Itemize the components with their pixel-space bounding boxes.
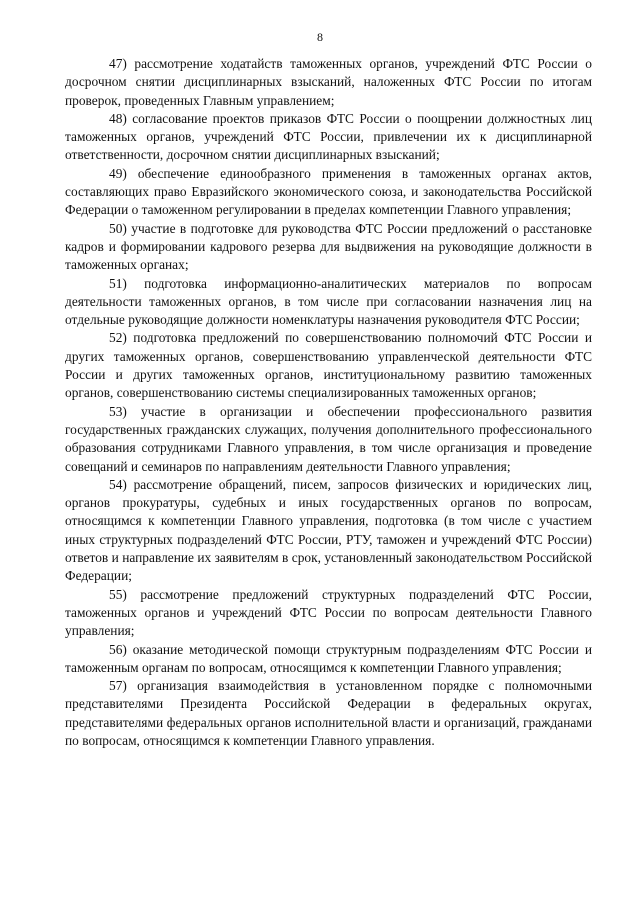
- list-item-53: 53) участие в организации и обеспечении профессионального развития государственных гражданских служащих, получения дополнительного профессионального образования сотрудниками Главного управления, в том числе организация и проведение совещаний и семинаров по направлениям деятельности Главного управления;: [65, 403, 592, 474]
- list-item-51: 51) подготовка информационно-аналитических материалов по вопросам деятельности таможенных органов, в том числе при согласовании назначения лиц на отдельные руководящие должности номенклатуры назначения руководителя ФТС России;: [65, 275, 592, 328]
- list-item-47: 47) рассмотрение ходатайств таможенных органов, учреждений ФТС России о досрочном снятии дисциплинарных взысканий, наложенных ФТС России по итогам проверок, проведенных Главным управлением;: [65, 56, 592, 108]
- list-item-57: 57) организация взаимодействия в установленном порядке с полномочными представителями Президента Российской Федерации в федеральных округах, представителями федеральных органов исполнительной власти и организаций, гражданами по вопросам, относящимся к компетенции Главного управления.: [65, 678, 592, 748]
- list-item-50: 50) участие в подготовке для руководства ФТС России предложений о расстановке кадров и формировании кадрового резерва для выдвижения на руководящие должности в таможенных органах;: [65, 220, 592, 273]
- list-item-54: 54) рассмотрение обращений, писем, запросов физических и юридических лиц, органов прокуратуры, судебных и иных государственных органов по вопросам, относящимся к компетенции Главного управления, подготовка (в том числе с участием иных структурных подразделений ФТС России, РТУ, таможен и учреждений ФТС России) ответов и направление их заявителям в срок, установленный законодательством Российской Федерации;: [65, 476, 592, 584]
- list-item-52: 52) подготовка предложений по совершенствованию полномочий ФТС России и других таможенных органов, совершенствованию управленческой деятельности ФТС России и других таможенных органов, институциональному развитию таможенных органов, совершенствованию системы специализированных таможенных органов;: [65, 330, 592, 401]
- list-item-55: 55) рассмотрение предложений структурных подразделений ФТС России, таможенных органов и учреждений ФТС России по вопросам деятельности Главного управления;: [65, 586, 592, 639]
- page-number: 8: [317, 30, 323, 44]
- document-body: [65, 55, 592, 750]
- list-item-49: 49) обеспечение единообразного применения в таможенных органах актов, составляющих право Евразийского экономического союза, и законодательства Российской Федерации о таможенном регулировании в пределах компетенции Главного управления;: [65, 165, 592, 218]
- list-item-56: 56) оказание методической помощи структурным подразделениям ФТС России и таможенным органам по вопросам, относящимся к компетенции Главного управления;: [65, 641, 592, 675]
- list-item-48: 48) согласование проектов приказов ФТС России о поощрении должностных лиц таможенных органов, учреждений ФТС России, привлечении их к дисциплинарной ответственности, досрочном снятии дисциплинарных взысканий;: [65, 110, 592, 163]
